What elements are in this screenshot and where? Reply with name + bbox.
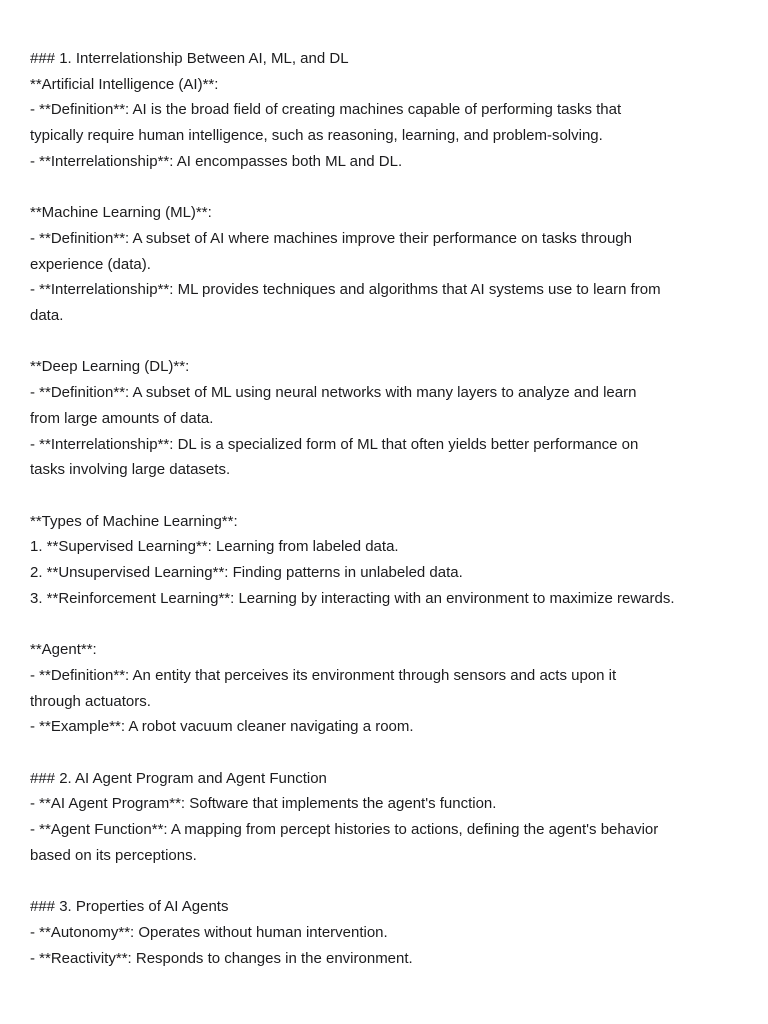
section-heading: ### 3. Properties of AI Agents — [30, 898, 229, 916]
ml-type-item: 2. **Unsupervised Learning**: Finding patterns in unlabeled data. — [30, 564, 463, 582]
dl-definition-line: - **Definition**: A subset of ML using neural networks with many layers to analyze and learn — [30, 384, 637, 402]
ml-title: **Machine Learning (ML)**: — [30, 204, 212, 222]
agent-definition-line: through actuators. — [30, 692, 151, 710]
ml-types-title: **Types of Machine Learning**: — [30, 512, 238, 530]
agent-function-line: based on its perceptions. — [30, 846, 197, 864]
blank-line — [30, 329, 750, 355]
ml-type-item: 3. **Reinforcement Learning**: Learning by interacting with an environment to maximize rewards. — [30, 589, 675, 607]
ai-definition-line: typically require human intelligence, such as reasoning, learning, and problem-solving. — [30, 127, 603, 145]
ai-interrelationship: - **Interrelationship**: AI encompasses both ML and DL. — [30, 152, 403, 170]
blank-line — [30, 868, 750, 894]
ml-definition-line: - **Definition**: A subset of AI where machines improve their performance on tasks through — [30, 229, 632, 247]
blank-line — [30, 175, 750, 201]
blank-line — [30, 611, 750, 637]
agent-definition-line: - **Definition**: An entity that perceives its environment through sensors and acts upon it — [30, 666, 617, 684]
markdown-document — [30, 46, 750, 971]
autonomy-item: - **Autonomy**: Operates without human intervention. — [30, 923, 388, 941]
ml-definition-line: experience (data). — [30, 255, 151, 273]
agent-function-line: - **Agent Function**: A mapping from percept histories to actions, defining the agent's behavior — [30, 821, 659, 839]
dl-interrelationship-line: - **Interrelationship**: DL is a specialized form of ML that often yields better performance on — [30, 435, 639, 453]
agent-example: - **Example**: A robot vacuum cleaner navigating a room. — [30, 718, 414, 736]
dl-interrelationship-line: tasks involving large datasets. — [30, 461, 231, 479]
ml-interrelationship-line: - **Interrelationship**: ML provides techniques and algorithms that AI systems use to learn from — [30, 281, 661, 299]
section-heading: ### 1. Interrelationship Between AI, ML, and DL — [30, 50, 349, 67]
blank-line — [30, 740, 750, 766]
dl-title: **Deep Learning (DL)**: — [30, 358, 190, 376]
agent-title: **Agent**: — [30, 641, 97, 659]
ml-type-item: 1. **Supervised Learning**: Learning from labeled data. — [30, 538, 399, 556]
dl-definition-line: from large amounts of data. — [30, 409, 214, 427]
section-heading: ### 2. AI Agent Program and Agent Function — [30, 769, 327, 787]
reactivity-item: - **Reactivity**: Responds to changes in the environment. — [30, 949, 413, 967]
agent-program-item: - **AI Agent Program**: Software that implements the agent's function. — [30, 795, 497, 813]
ml-interrelationship-line: data. — [30, 307, 64, 325]
ai-title: **Artificial Intelligence (AI)**: — [30, 75, 219, 93]
blank-line — [30, 483, 750, 509]
ai-definition-line: - **Definition**: AI is the broad field of creating machines capable of performing tasks that — [30, 101, 622, 119]
